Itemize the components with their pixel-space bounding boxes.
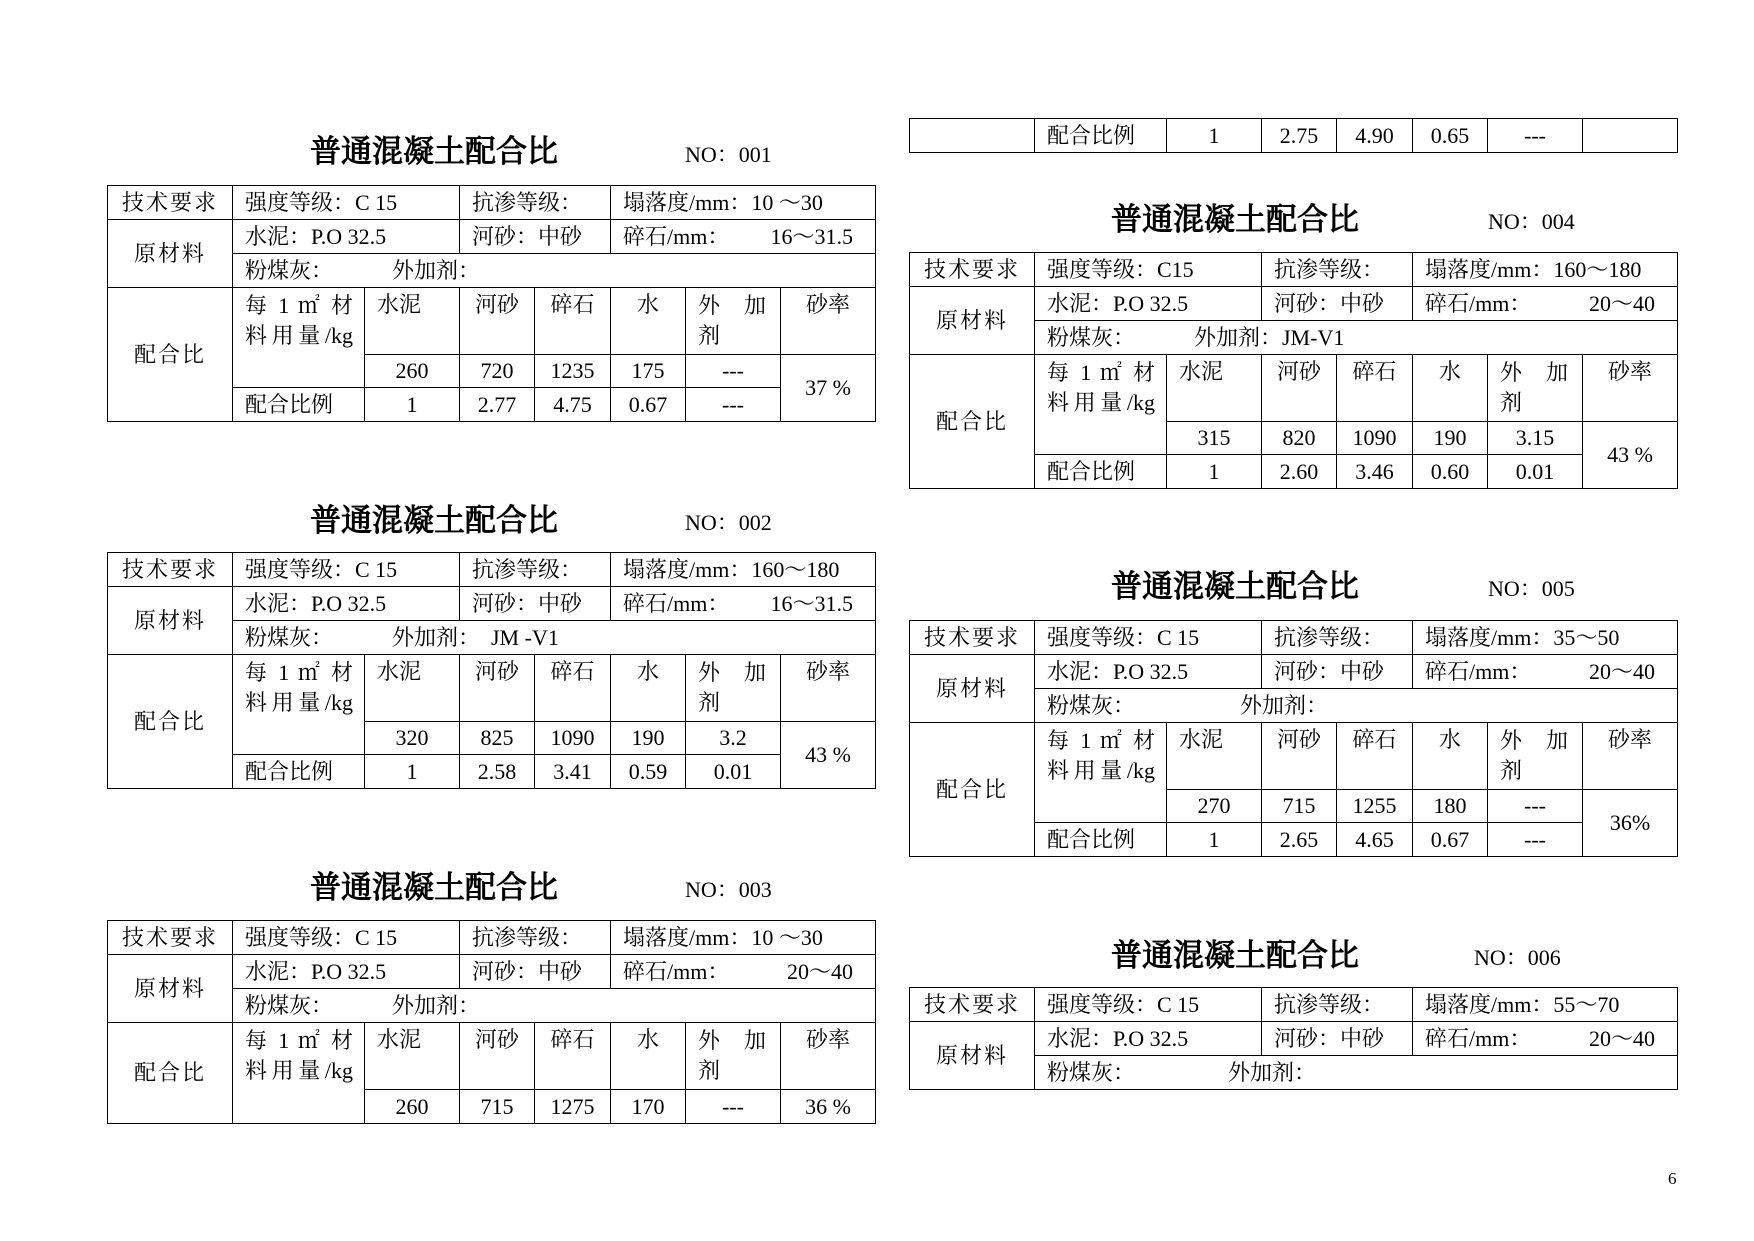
gravel-label: 碎石/mm：	[623, 223, 730, 249]
raw-materials-label: 原材料	[910, 1022, 1035, 1090]
qty-admixture: ---	[1488, 790, 1583, 823]
usage-label-cell	[233, 655, 365, 755]
mix-table-003-continued	[909, 118, 1678, 153]
ratio-cement: 1	[365, 755, 460, 789]
ratio-water: 0.59	[611, 755, 686, 789]
ratio-cement: 1	[365, 388, 460, 422]
header-admixture: 外 加 剂	[698, 660, 767, 715]
gravel-size: 20～40	[1589, 658, 1656, 684]
strength-grade: 强度等级：C15	[1035, 253, 1262, 287]
header-sand: 河砂	[460, 1023, 535, 1090]
qty-cement: 315	[1167, 422, 1262, 455]
raw-materials-label: 原材料	[108, 955, 233, 1023]
qty-water: 180	[1413, 790, 1488, 823]
ratio-cement: 1	[1167, 119, 1262, 153]
cement: 水泥：P.O 32.5	[1035, 655, 1262, 689]
ratio-gravel: 4.75	[535, 388, 611, 422]
qty-admixture: ---	[686, 355, 781, 388]
qty-gravel: 1275	[535, 1090, 611, 1124]
raw-materials-label: 原材料	[108, 587, 233, 655]
slump: 塌落度/mm：35～50	[1413, 621, 1678, 655]
tech-row	[910, 988, 1678, 1022]
gravel	[611, 955, 876, 989]
ratio-label: 配合比例	[233, 388, 365, 422]
header-water: 水	[611, 288, 686, 355]
ratio-sand: 2.65	[1262, 823, 1337, 857]
strength-grade: 强度等级：C 15	[1035, 621, 1262, 655]
ratio-admixture: ---	[686, 388, 781, 422]
header-cement: 水泥	[1167, 723, 1262, 790]
qty-gravel: 1235	[535, 355, 611, 388]
mix-table-002	[107, 552, 876, 789]
materials-row	[910, 287, 1678, 321]
qty-cement: 260	[365, 1090, 460, 1124]
mix-title-block-006	[1111, 936, 1359, 976]
gravel-label: 碎石/mm：	[1425, 1025, 1532, 1051]
ratio-admixture: ---	[1488, 823, 1583, 857]
ratio-gravel: 4.65	[1337, 823, 1413, 857]
mix-header-row	[108, 1023, 876, 1090]
usage-label-cell	[233, 1023, 365, 1124]
ratio-sand: 2.60	[1262, 455, 1337, 489]
cement: 水泥：P.O 32.5	[233, 955, 460, 989]
tech-requirements-label: 技术要求	[910, 621, 1035, 655]
flyash-admixture	[1035, 1056, 1678, 1090]
flyash-label: 粉煤灰：	[245, 992, 334, 1018]
admixture-label: 外加剂： JM -V1	[392, 624, 559, 650]
usage-label: 每 1 ㎡ 材 料用量/kg	[1047, 728, 1155, 783]
qty-sand: 715	[1262, 790, 1337, 823]
gravel	[1413, 287, 1678, 321]
mix-title: 普通混凝土配合比	[310, 503, 558, 538]
header-admixture-cell	[1488, 355, 1583, 422]
qty-water: 190	[1413, 422, 1488, 455]
gravel-size: 16～31.5	[770, 590, 854, 616]
header-sand-ratio: 砂率	[781, 655, 876, 722]
qty-admixture: ---	[686, 1090, 781, 1124]
qty-sand: 715	[460, 1090, 535, 1124]
admixture-label: 外加剂：	[1240, 692, 1329, 718]
tech-row	[108, 921, 876, 955]
ratio-admixture: ---	[1488, 119, 1583, 153]
usage-label-cell	[1035, 723, 1167, 823]
ratio-admixture: 0.01	[1488, 455, 1583, 489]
qty-sand: 825	[460, 722, 535, 755]
qty-gravel: 1090	[1337, 422, 1413, 455]
header-admixture: 外 加 剂	[698, 293, 767, 348]
raw-materials-label: 原材料	[910, 287, 1035, 355]
ratio-gravel: 4.90	[1337, 119, 1413, 153]
gravel	[611, 587, 876, 621]
flyash-admixture	[233, 254, 876, 288]
header-water: 水	[611, 1023, 686, 1090]
qty-cement: 320	[365, 722, 460, 755]
admixture-label: 外加剂：	[392, 992, 481, 1018]
mix-ratio-label: 配合比	[108, 1023, 233, 1124]
flyash-label: 粉煤灰：	[1047, 1059, 1136, 1085]
mix-title: 普通混凝土配合比	[1111, 569, 1359, 604]
gravel	[1413, 655, 1678, 689]
cement: 水泥：P.O 32.5	[1035, 1022, 1262, 1056]
impermeability-grade: 抗渗等级：	[1262, 621, 1413, 655]
sand-ratio-value: 36%	[1583, 790, 1678, 857]
ratio-sand: 2.77	[460, 388, 535, 422]
usage-label: 每 1 ㎡ 材 料用量/kg	[245, 660, 353, 715]
materials-row	[910, 655, 1678, 689]
tech-row	[910, 253, 1678, 287]
strength-grade: 强度等级：C 15	[1035, 988, 1262, 1022]
flyash-label: 粉煤灰：	[1047, 324, 1136, 350]
tech-requirements-label: 技术要求	[910, 988, 1035, 1022]
gravel	[1413, 1022, 1678, 1056]
tech-requirements-label: 技术要求	[108, 186, 233, 220]
ratio-label: 配合比例	[1035, 119, 1167, 153]
materials-row	[910, 1022, 1678, 1056]
sand-ratio-value: 43 %	[1583, 422, 1678, 489]
header-cement: 水泥	[365, 655, 460, 722]
impermeability-grade: 抗渗等级：	[1262, 253, 1413, 287]
ratio-water: 0.60	[1413, 455, 1488, 489]
qty-admixture: 3.15	[1488, 422, 1583, 455]
mix-number: NO：003	[685, 877, 772, 902]
header-gravel: 碎石	[535, 655, 611, 722]
mix-header-row	[108, 655, 876, 722]
header-sand-ratio: 砂率	[1583, 723, 1678, 790]
mix-title-block-005	[1111, 567, 1359, 607]
slump: 塌落度/mm：160～180	[1413, 253, 1678, 287]
mix-ratio-label: 配合比	[910, 723, 1035, 857]
mix-title-block-003	[310, 868, 558, 908]
sand-ratio-value: 37 %	[781, 355, 876, 422]
qty-sand: 820	[1262, 422, 1337, 455]
header-cement: 水泥	[365, 288, 460, 355]
mix-number: NO：002	[685, 510, 772, 535]
empty-cell	[1583, 119, 1678, 153]
mix-title-block-002	[310, 501, 558, 541]
ratio-label: 配合比例	[233, 755, 365, 789]
header-admixture-cell	[686, 288, 781, 355]
sand: 河砂：中砂	[1262, 287, 1413, 321]
qty-water: 175	[611, 355, 686, 388]
header-admixture-cell	[1488, 723, 1583, 790]
mix-header-row	[108, 288, 876, 355]
header-water: 水	[611, 655, 686, 722]
slump: 塌落度/mm：10 ～30	[611, 921, 876, 955]
mix-title-block-001	[310, 132, 558, 172]
slump: 塌落度/mm：55～70	[1413, 988, 1678, 1022]
flyash-admixture	[233, 989, 876, 1023]
qty-cement: 270	[1167, 790, 1262, 823]
admixture-label: 外加剂：	[1228, 1059, 1317, 1085]
qty-admixture: 3.2	[686, 722, 781, 755]
qty-water: 190	[611, 722, 686, 755]
flyash-label: 粉煤灰：	[245, 624, 334, 650]
tech-requirements-label: 技术要求	[108, 921, 233, 955]
header-sand: 河砂	[1262, 355, 1337, 422]
header-sand-ratio: 砂率	[1583, 355, 1678, 422]
mix-table-001	[107, 185, 876, 422]
header-cement: 水泥	[1167, 355, 1262, 422]
qty-water: 170	[611, 1090, 686, 1124]
sand: 河砂：中砂	[460, 220, 611, 254]
materials-row	[108, 587, 876, 621]
raw-materials-label: 原材料	[108, 220, 233, 288]
flyash-admixture	[233, 621, 876, 655]
impermeability-grade: 抗渗等级：	[460, 186, 611, 220]
ratio-admixture: 0.01	[686, 755, 781, 789]
ratio-gravel: 3.41	[535, 755, 611, 789]
mix-number: NO：006	[1474, 945, 1561, 970]
materials-row	[108, 955, 876, 989]
slump: 塌落度/mm：10 ～30	[611, 186, 876, 220]
usage-label-cell	[1035, 355, 1167, 455]
header-sand-ratio: 砂率	[781, 1023, 876, 1090]
mix-table-003	[107, 920, 876, 1124]
mix-header-row	[910, 723, 1678, 790]
mix-ratio-label: 配合比	[108, 655, 233, 789]
cement: 水泥：P.O 32.5	[1035, 287, 1262, 321]
ratio-water: 0.67	[1413, 823, 1488, 857]
gravel-label: 碎石/mm：	[1425, 658, 1532, 684]
impermeability-grade: 抗渗等级：	[460, 921, 611, 955]
raw-materials-label: 原材料	[910, 655, 1035, 723]
flyash-admixture	[1035, 321, 1678, 355]
strength-grade: 强度等级：C 15	[233, 921, 460, 955]
mix-header-row	[910, 355, 1678, 422]
gravel-size: 20～40	[1589, 290, 1656, 316]
tech-row	[108, 186, 876, 220]
header-admixture: 外 加 剂	[698, 1028, 767, 1083]
mix-number: NO：001	[685, 142, 772, 167]
gravel-size: 20～40	[1589, 1025, 1656, 1051]
qty-gravel: 1255	[1337, 790, 1413, 823]
strength-grade: 强度等级：C 15	[233, 186, 460, 220]
usage-label-cell	[233, 288, 365, 388]
ratio-row	[910, 119, 1678, 153]
cement: 水泥：P.O 32.5	[233, 587, 460, 621]
flyash-label: 粉煤灰：	[1047, 692, 1136, 718]
impermeability-grade: 抗渗等级：	[460, 553, 611, 587]
gravel-label: 碎石/mm：	[623, 590, 730, 616]
mix-number: NO：004	[1488, 209, 1575, 234]
cement: 水泥：P.O 32.5	[233, 220, 460, 254]
gravel-label: 碎石/mm：	[1425, 290, 1532, 316]
header-sand: 河砂	[460, 655, 535, 722]
mix-title-block-004	[1111, 200, 1359, 240]
gravel-size: 20～40	[787, 958, 854, 984]
tech-row	[108, 553, 876, 587]
header-cement: 水泥	[365, 1023, 460, 1090]
qty-sand: 720	[460, 355, 535, 388]
strength-grade: 强度等级：C 15	[233, 553, 460, 587]
mix-title: 普通混凝土配合比	[1111, 202, 1359, 237]
header-sand-ratio: 砂率	[781, 288, 876, 355]
sand: 河砂：中砂	[460, 955, 611, 989]
empty-cell	[910, 119, 1035, 153]
usage-label: 每 1 ㎡ 材 料用量/kg	[245, 1028, 353, 1083]
ratio-label: 配合比例	[1035, 823, 1167, 857]
mix-table-005	[909, 620, 1678, 857]
header-water: 水	[1413, 355, 1488, 422]
header-sand: 河砂	[460, 288, 535, 355]
mix-title: 普通混凝土配合比	[1111, 938, 1359, 973]
header-gravel: 碎石	[1337, 355, 1413, 422]
header-water: 水	[1413, 723, 1488, 790]
ratio-gravel: 3.46	[1337, 455, 1413, 489]
materials-row	[108, 220, 876, 254]
usage-label: 每 1 ㎡ 材 料用量/kg	[1047, 360, 1155, 415]
header-admixture: 外 加 剂	[1500, 728, 1569, 783]
qty-gravel: 1090	[535, 722, 611, 755]
ratio-water: 0.67	[611, 388, 686, 422]
mix-number: NO：005	[1488, 576, 1575, 601]
gravel	[611, 220, 876, 254]
qty-cement: 260	[365, 355, 460, 388]
ratio-cement: 1	[1167, 455, 1262, 489]
mix-table-006	[909, 987, 1678, 1090]
gravel-label: 碎石/mm：	[623, 958, 730, 984]
mix-ratio-label: 配合比	[910, 355, 1035, 489]
mix-title: 普通混凝土配合比	[310, 134, 558, 169]
tech-requirements-label: 技术要求	[108, 553, 233, 587]
sand: 河砂：中砂	[1262, 655, 1413, 689]
mix-ratio-label: 配合比	[108, 288, 233, 422]
flyash-label: 粉煤灰：	[245, 257, 334, 283]
header-admixture: 外 加 剂	[1500, 360, 1569, 415]
header-admixture-cell	[686, 655, 781, 722]
sand: 河砂：中砂	[460, 587, 611, 621]
mix-title: 普通混凝土配合比	[310, 870, 558, 905]
admixture-label: 外加剂：	[392, 257, 481, 283]
ratio-sand: 2.58	[460, 755, 535, 789]
usage-label: 每 1 ㎡ 材 料用量/kg	[245, 293, 353, 348]
sand-ratio-value: 36 %	[781, 1090, 876, 1124]
header-sand: 河砂	[1262, 723, 1337, 790]
impermeability-grade: 抗渗等级：	[1262, 988, 1413, 1022]
flyash-admixture	[1035, 689, 1678, 723]
page-number: 6	[1668, 1169, 1677, 1188]
mix-table-004	[909, 252, 1678, 489]
ratio-label: 配合比例	[1035, 455, 1167, 489]
ratio-cement: 1	[1167, 823, 1262, 857]
admixture-label: 外加剂：JM-V1	[1194, 324, 1345, 350]
sand: 河砂：中砂	[1262, 1022, 1413, 1056]
header-gravel: 碎石	[535, 288, 611, 355]
tech-requirements-label: 技术要求	[910, 253, 1035, 287]
header-gravel: 碎石	[1337, 723, 1413, 790]
slump: 塌落度/mm：160～180	[611, 553, 876, 587]
ratio-water: 0.65	[1413, 119, 1488, 153]
sand-ratio-value: 43 %	[781, 722, 876, 789]
header-admixture-cell	[686, 1023, 781, 1090]
ratio-sand: 2.75	[1262, 119, 1337, 153]
header-gravel: 碎石	[535, 1023, 611, 1090]
tech-row	[910, 621, 1678, 655]
gravel-size: 16～31.5	[770, 223, 854, 249]
